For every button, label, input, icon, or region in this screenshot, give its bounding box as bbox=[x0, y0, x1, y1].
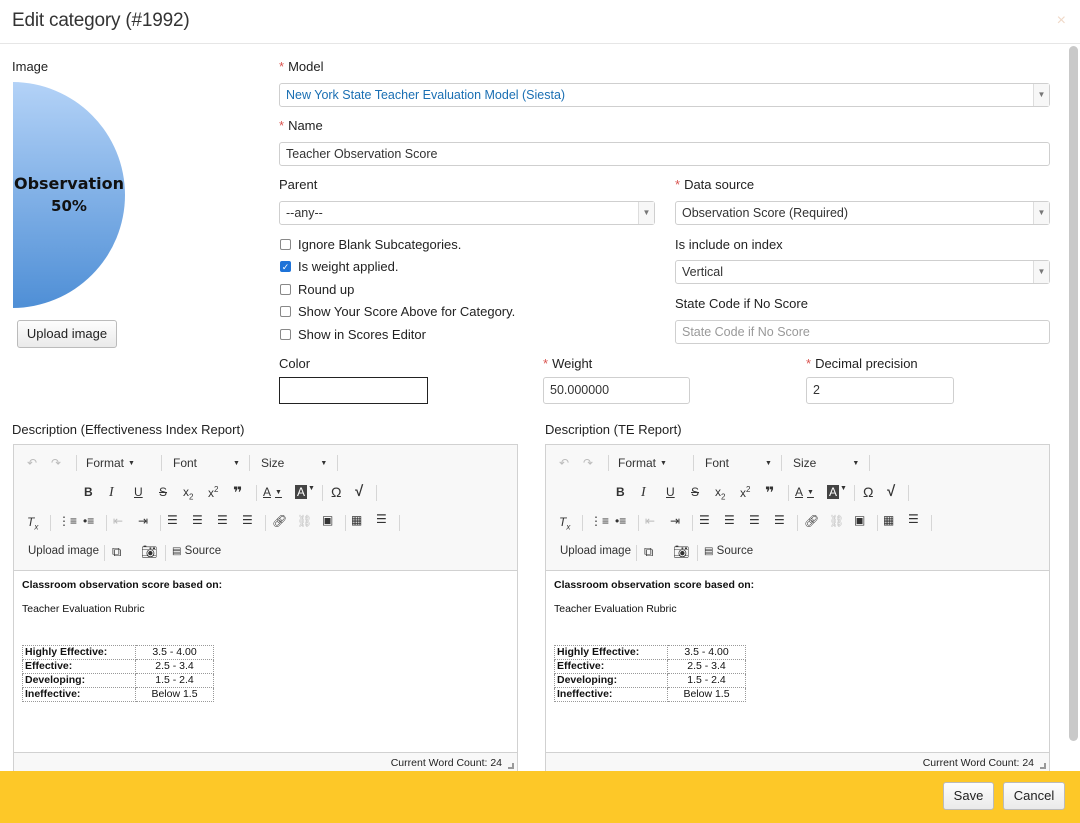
bold-icon[interactable]: B bbox=[84, 485, 93, 499]
dialog-title: Edit category (#1992) bbox=[12, 10, 190, 31]
resize-handle-icon[interactable] bbox=[1040, 763, 1046, 769]
size-dropdown[interactable]: Size ▼ bbox=[793, 456, 860, 470]
source-icon: ▤ bbox=[704, 546, 714, 557]
table-icon[interactable]: ▦ bbox=[351, 513, 363, 527]
word-count: Current Word Count: 24 bbox=[922, 757, 1034, 769]
dialog-footer bbox=[0, 771, 1080, 823]
weight-input[interactable]: 50.000000 bbox=[543, 377, 690, 404]
name-input[interactable]: Teacher Observation Score bbox=[279, 142, 1050, 166]
underline-icon[interactable]: U bbox=[666, 485, 675, 499]
data-source-select-value: Observation Score (Required) bbox=[682, 206, 849, 220]
table-row: Highly Effective: 3.5 - 4.00 bbox=[555, 646, 746, 660]
undo-icon[interactable]: ↶ bbox=[27, 456, 38, 470]
model-select-value: New York State Teacher Evaluation Model (Siesta) bbox=[286, 88, 566, 102]
model-select[interactable] bbox=[279, 83, 1050, 107]
format-dropdown[interactable]: Format ▼ bbox=[86, 456, 135, 470]
background-color-icon[interactable]: A bbox=[829, 485, 838, 499]
dialog-scrollbar[interactable] bbox=[1069, 46, 1078, 741]
blockquote-icon[interactable]: ❞ bbox=[233, 485, 243, 502]
align-center-icon[interactable]: ☰ bbox=[724, 513, 735, 527]
align-justify-icon[interactable]: ☰ bbox=[242, 513, 253, 527]
horizontal-line-icon[interactable]: ☰ bbox=[376, 512, 387, 526]
name-label: * Name bbox=[279, 118, 323, 133]
pie-label-line2: 50% bbox=[51, 197, 87, 215]
camera-icon[interactable]: 📷︎ bbox=[141, 544, 158, 559]
cancel-button[interactable]: Cancel bbox=[1003, 782, 1065, 810]
image-icon[interactable]: ▣ bbox=[854, 513, 866, 527]
pie-chart bbox=[13, 82, 125, 308]
table-row: Developing: 1.5 - 2.4 bbox=[23, 674, 214, 688]
align-right-icon[interactable]: ☰ bbox=[217, 513, 228, 527]
bulleted-list-icon[interactable]: •≡ bbox=[83, 514, 95, 528]
checkbox-weight-applied-box[interactable]: ✓ bbox=[281, 262, 290, 272]
parent-select[interactable] bbox=[279, 201, 655, 225]
weight-label: * Weight bbox=[543, 356, 593, 371]
dialog-header bbox=[0, 0, 1080, 44]
embed-image-icon[interactable]: ⧉ bbox=[112, 544, 122, 559]
unlink-icon[interactable]: ⛓︎ bbox=[297, 514, 313, 528]
word-count: Current Word Count: 24 bbox=[390, 757, 502, 769]
subscript-icon[interactable]: $x_2$ bbox=[715, 485, 726, 502]
size-dropdown[interactable]: Size ▼ bbox=[261, 456, 328, 470]
table-row: Effective: 2.5 - 3.4 bbox=[555, 660, 746, 674]
special-character-icon[interactable]: Ω bbox=[863, 484, 874, 500]
checkbox-ignore-blank-box[interactable] bbox=[280, 239, 291, 250]
embed-image-icon[interactable]: ⧉ bbox=[644, 544, 654, 559]
pie-slice-shape bbox=[13, 83, 124, 307]
rich-text-editor-te[interactable] bbox=[545, 444, 1050, 772]
spellcheck-icon[interactable]: √ bbox=[355, 483, 364, 500]
strikethrough-icon[interactable]: S bbox=[691, 485, 700, 499]
content-subheading: Teacher Evaluation Rubric bbox=[554, 603, 677, 615]
superscript-icon[interactable]: $x^2$ bbox=[208, 485, 219, 500]
chevron-down-icon: ▼ bbox=[1033, 84, 1049, 106]
upload-image-button[interactable]: Upload image bbox=[17, 320, 117, 348]
font-dropdown[interactable]: Font ▼ bbox=[705, 456, 772, 470]
pie-label-line1: Observation bbox=[13, 174, 125, 193]
save-button[interactable]: Save bbox=[943, 782, 994, 810]
editor-statusbar bbox=[14, 752, 517, 771]
include-index-select-value: Vertical bbox=[682, 265, 723, 279]
table-row: Ineffective: Below 1.5 bbox=[555, 688, 746, 702]
chevron-down-icon: ▼ bbox=[638, 202, 654, 224]
checkbox-show-in-scores-editor-box[interactable] bbox=[280, 329, 291, 340]
state-code-input[interactable]: State Code if No Score bbox=[675, 320, 1050, 344]
source-button[interactable]: ▤ Source bbox=[704, 545, 754, 557]
rubric-table bbox=[22, 645, 214, 702]
redo-icon[interactable]: ↷ bbox=[583, 456, 594, 470]
spellcheck-icon[interactable]: √ bbox=[887, 483, 896, 500]
numbered-list-icon[interactable]: ⋮≡ bbox=[590, 514, 610, 528]
table-row: Highly Effective: 3.5 - 4.00 bbox=[23, 646, 214, 660]
chevron-down-icon: ▼ bbox=[1033, 202, 1049, 224]
resize-handle-icon[interactable] bbox=[508, 763, 514, 769]
description-ei-label: Description (Effectiveness Index Report) bbox=[12, 422, 245, 437]
italic-icon[interactable]: I bbox=[641, 485, 646, 500]
model-label: * Model bbox=[279, 59, 324, 74]
align-left-icon[interactable]: ☰ bbox=[167, 513, 178, 527]
chevron-down-icon: ▼ bbox=[1033, 261, 1049, 283]
outdent-icon[interactable]: ⇤ bbox=[113, 514, 124, 528]
background-color-icon[interactable]: A bbox=[297, 485, 306, 499]
include-index-select[interactable] bbox=[675, 260, 1050, 284]
italic-icon[interactable]: I bbox=[109, 485, 114, 500]
numbered-list-icon[interactable]: ⋮≡ bbox=[58, 514, 78, 528]
bold-icon[interactable]: B bbox=[616, 485, 625, 499]
underline-icon[interactable]: U bbox=[134, 485, 143, 499]
parent-label: Parent bbox=[279, 177, 318, 192]
content-heading: Classroom observation score based on: bbox=[22, 579, 223, 591]
content-subheading: Teacher Evaluation Rubric bbox=[22, 603, 145, 615]
data-source-select[interactable] bbox=[675, 201, 1050, 225]
content-heading: Classroom observation score based on: bbox=[554, 579, 755, 591]
rich-text-editor-ei[interactable] bbox=[13, 444, 518, 772]
align-right-icon[interactable]: ☰ bbox=[749, 513, 760, 527]
data-source-label: * Data source bbox=[675, 177, 755, 192]
subscript-icon[interactable]: $x_2$ bbox=[183, 485, 194, 502]
superscript-icon[interactable]: $x^2$ bbox=[740, 485, 751, 500]
remove-format-icon[interactable]: $T_x$ bbox=[27, 515, 39, 532]
align-center-icon[interactable]: ☰ bbox=[192, 513, 203, 527]
checkbox-show-score-above-box[interactable] bbox=[280, 306, 291, 317]
table-icon[interactable]: ▦ bbox=[883, 513, 895, 527]
align-left-icon[interactable]: ☰ bbox=[699, 513, 710, 527]
horizontal-line-icon[interactable]: ☰ bbox=[908, 512, 919, 526]
format-dropdown[interactable]: Format ▼ bbox=[618, 456, 667, 470]
undo-icon[interactable]: ↶ bbox=[559, 456, 570, 470]
description-te-label: Description (TE Report) bbox=[545, 422, 682, 437]
text-color-icon[interactable]: A ▼ bbox=[795, 485, 814, 499]
align-justify-icon[interactable]: ☰ bbox=[774, 513, 785, 527]
checkbox-round-up-box[interactable] bbox=[280, 284, 291, 295]
outdent-icon[interactable]: ⇤ bbox=[645, 514, 656, 528]
rubric-table bbox=[554, 645, 746, 702]
indent-icon[interactable]: ⇥ bbox=[670, 514, 681, 528]
link-icon[interactable]: 🔗︎ bbox=[272, 514, 288, 528]
table-row: Effective: 2.5 - 3.4 bbox=[23, 660, 214, 674]
redo-icon[interactable]: ↷ bbox=[51, 456, 62, 470]
close-icon[interactable]: × bbox=[1056, 12, 1066, 29]
table-row: Developing: 1.5 - 2.4 bbox=[555, 674, 746, 688]
table-row: Ineffective: Below 1.5 bbox=[23, 688, 214, 702]
toolbar-upload-image-button[interactable]: Upload image bbox=[28, 545, 99, 557]
parent-select-value: --any-- bbox=[286, 206, 323, 220]
editor-content[interactable] bbox=[546, 572, 1049, 752]
indent-icon[interactable]: ⇥ bbox=[138, 514, 149, 528]
toolbar-upload-image-button[interactable]: Upload image bbox=[560, 545, 631, 557]
editor-statusbar bbox=[546, 752, 1049, 771]
image-label: Image bbox=[12, 59, 49, 74]
editor-toolbar: ↶ ↷ Format ▼ Font ▼ Size ▼ B I U S $x_2$ $x^2$ ❞ A ▼ A ▼ Ω √ $T_x$ ⋮≡ •≡ ⇤ ⇥ ☰ ☰ ☰ ☰ 🔗︎ ⛓︎ ▣ ▦ ☰ Upload image ⧉ 📷︎ ▤ Source bbox=[546, 445, 1049, 571]
bulleted-list-icon[interactable]: •≡ bbox=[615, 514, 627, 528]
source-icon: ▤ bbox=[172, 546, 182, 557]
camera-icon[interactable]: 📷︎ bbox=[673, 544, 690, 559]
special-character-icon[interactable]: Ω bbox=[331, 484, 342, 500]
category-image bbox=[13, 82, 125, 308]
state-code-label: State Code if No Score bbox=[675, 296, 808, 311]
strikethrough-icon[interactable]: S bbox=[159, 485, 168, 499]
editor-content[interactable] bbox=[14, 572, 517, 752]
font-dropdown[interactable]: Font ▼ bbox=[173, 456, 240, 470]
color-picker[interactable] bbox=[279, 377, 428, 404]
image-icon[interactable]: ▣ bbox=[322, 513, 334, 527]
remove-format-icon[interactable]: $T_x$ bbox=[559, 515, 571, 532]
link-icon[interactable]: 🔗︎ bbox=[804, 514, 820, 528]
unlink-icon[interactable]: ⛓︎ bbox=[829, 514, 845, 528]
source-button[interactable]: ▤ Source bbox=[172, 545, 222, 557]
decimal-precision-input[interactable]: 2 bbox=[806, 377, 954, 404]
include-index-label: Is include on index bbox=[675, 237, 783, 252]
blockquote-icon[interactable]: ❞ bbox=[765, 485, 775, 502]
decimal-precision-label: * Decimal precision bbox=[806, 356, 918, 371]
color-label: Color bbox=[279, 356, 311, 371]
editor-toolbar: ↶ ↷ Format ▼ Font ▼ Size ▼ B I U S $x_2$ $x^2$ ❞ A ▼ A ▼ Ω √ $T_x$ ⋮≡ •≡ ⇤ ⇥ ☰ ☰ ☰ ☰ 🔗︎ ⛓︎ ▣ ▦ ☰ Upload image ⧉ 📷︎ ▤ Source bbox=[14, 445, 517, 571]
text-color-icon[interactable]: A ▼ bbox=[263, 485, 282, 499]
